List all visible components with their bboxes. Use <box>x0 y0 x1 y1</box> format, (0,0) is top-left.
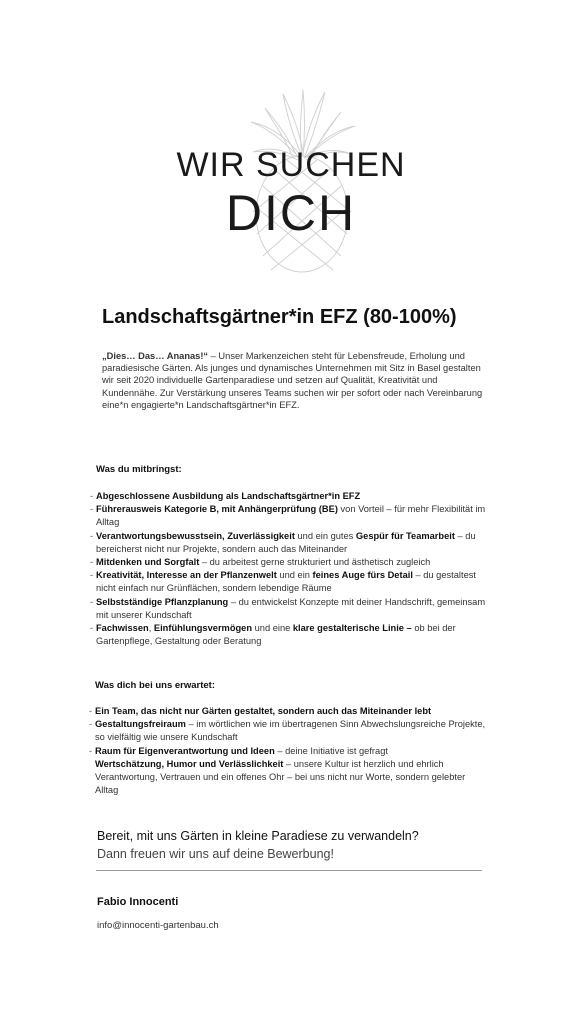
contact-email-link[interactable]: info@innocenti-gartenbau.ch <box>97 920 219 931</box>
requirements-list <box>90 490 491 648</box>
list-item: - Ein Team, das nicht nur Gärten gestaltet, sondern auch das Miteinander lebt <box>89 706 432 716</box>
list-item: - Verantwortungsbewusstsein, Zuverlässigkeit und ein gutes Gespür für Teamarbeit – du bereicherst nicht nur Projekte, sondern auch das Miteinander <box>90 530 476 554</box>
list-item: - Mitdenken und Sorgfalt – du arbeitest gerne strukturiert und ästhetisch zugleich <box>90 557 431 568</box>
list-item: - Kreativität, Interesse an der Pflanzenwelt und ein feines Auge fürs Detail – du gestaltest nicht einfach nur Grünflächen, sondern lebendige Räume <box>90 570 476 594</box>
hero-heading-line1: WIR SUCHEN <box>176 146 406 184</box>
cta-invitation: Dann freuen wir uns auf deine Bewerbung! <box>97 847 334 861</box>
offers-list <box>89 705 490 797</box>
intro-text: – Unser Markenzeichen steht für Lebensfreude, Erholung und paradiesische Gärten. Als junges und dynamisches Unternehmen mit Sitz in Basel gestalten wir seit 2020 individuelle Gartenparadiese und setzen auf Qualität, Kreativität und Kundennähe. Zur Verstärkung unseres Teams suchen wir per sofort oder nach Vereinbarung eine*n engagierte*n Landschaftsgärtner*in EFZ. <box>102 351 483 410</box>
cta-question: Bereit, mit uns Gärten in kleine Paradiese zu verwandeln? <box>97 829 419 843</box>
list-item: - Raum für Eigenverantwortung und Ideen – deine Initiative ist gefragt <box>89 745 388 756</box>
offers-title: Was dich bei uns erwartet: <box>95 680 216 691</box>
list-item: - Selbstständige Pflanzplanung – du entwickelst Konzepte mit deiner Handschrift, gemeinsam mit unserer Kundschaft <box>90 596 486 620</box>
list-item: Wertschätzung, Humor und Verlässlichkeit – unsere Kultur ist herzlich und ehrlich Verantwortung, Vertrauen und ein offenes Ohr – bei uns nicht nur Worte, sondern gelebter Alltag <box>95 758 466 796</box>
divider <box>96 870 482 871</box>
intro-paragraph <box>102 350 492 411</box>
job-title: Landschaftsgärtner*in EFZ (80-100%) <box>102 306 457 328</box>
list-item: - Abgeschlossene Ausbildung als Landschaftsgärtner*in EFZ <box>90 491 361 501</box>
hero-heading-line2: DICH <box>225 185 357 241</box>
list-item: - Führerausweis Kategorie B, mit Anhängerprüfung (BE) von Vorteil – für mehr Flexibilität im Alltag <box>90 504 486 528</box>
intro-lead: „Dies… Das… Ananas!“ <box>102 351 209 361</box>
list-item: - Gestaltungsfreiraum – im wörtlichen wie im übertragenen Sinn Abwechslungsreiche Projekte, so vielfältig wie unsere Kundschaft <box>89 719 486 743</box>
list-item: - Fachwissen, Einfühlungsvermögen und eine klare gestalterische Linie – ob bei der Gartenpflege, Gestaltung oder Beratung <box>90 623 456 647</box>
requirements-title: Was du mitbringst: <box>96 464 182 475</box>
contact-name: Fabio Innocenti <box>97 896 179 908</box>
hero-section <box>0 80 582 280</box>
